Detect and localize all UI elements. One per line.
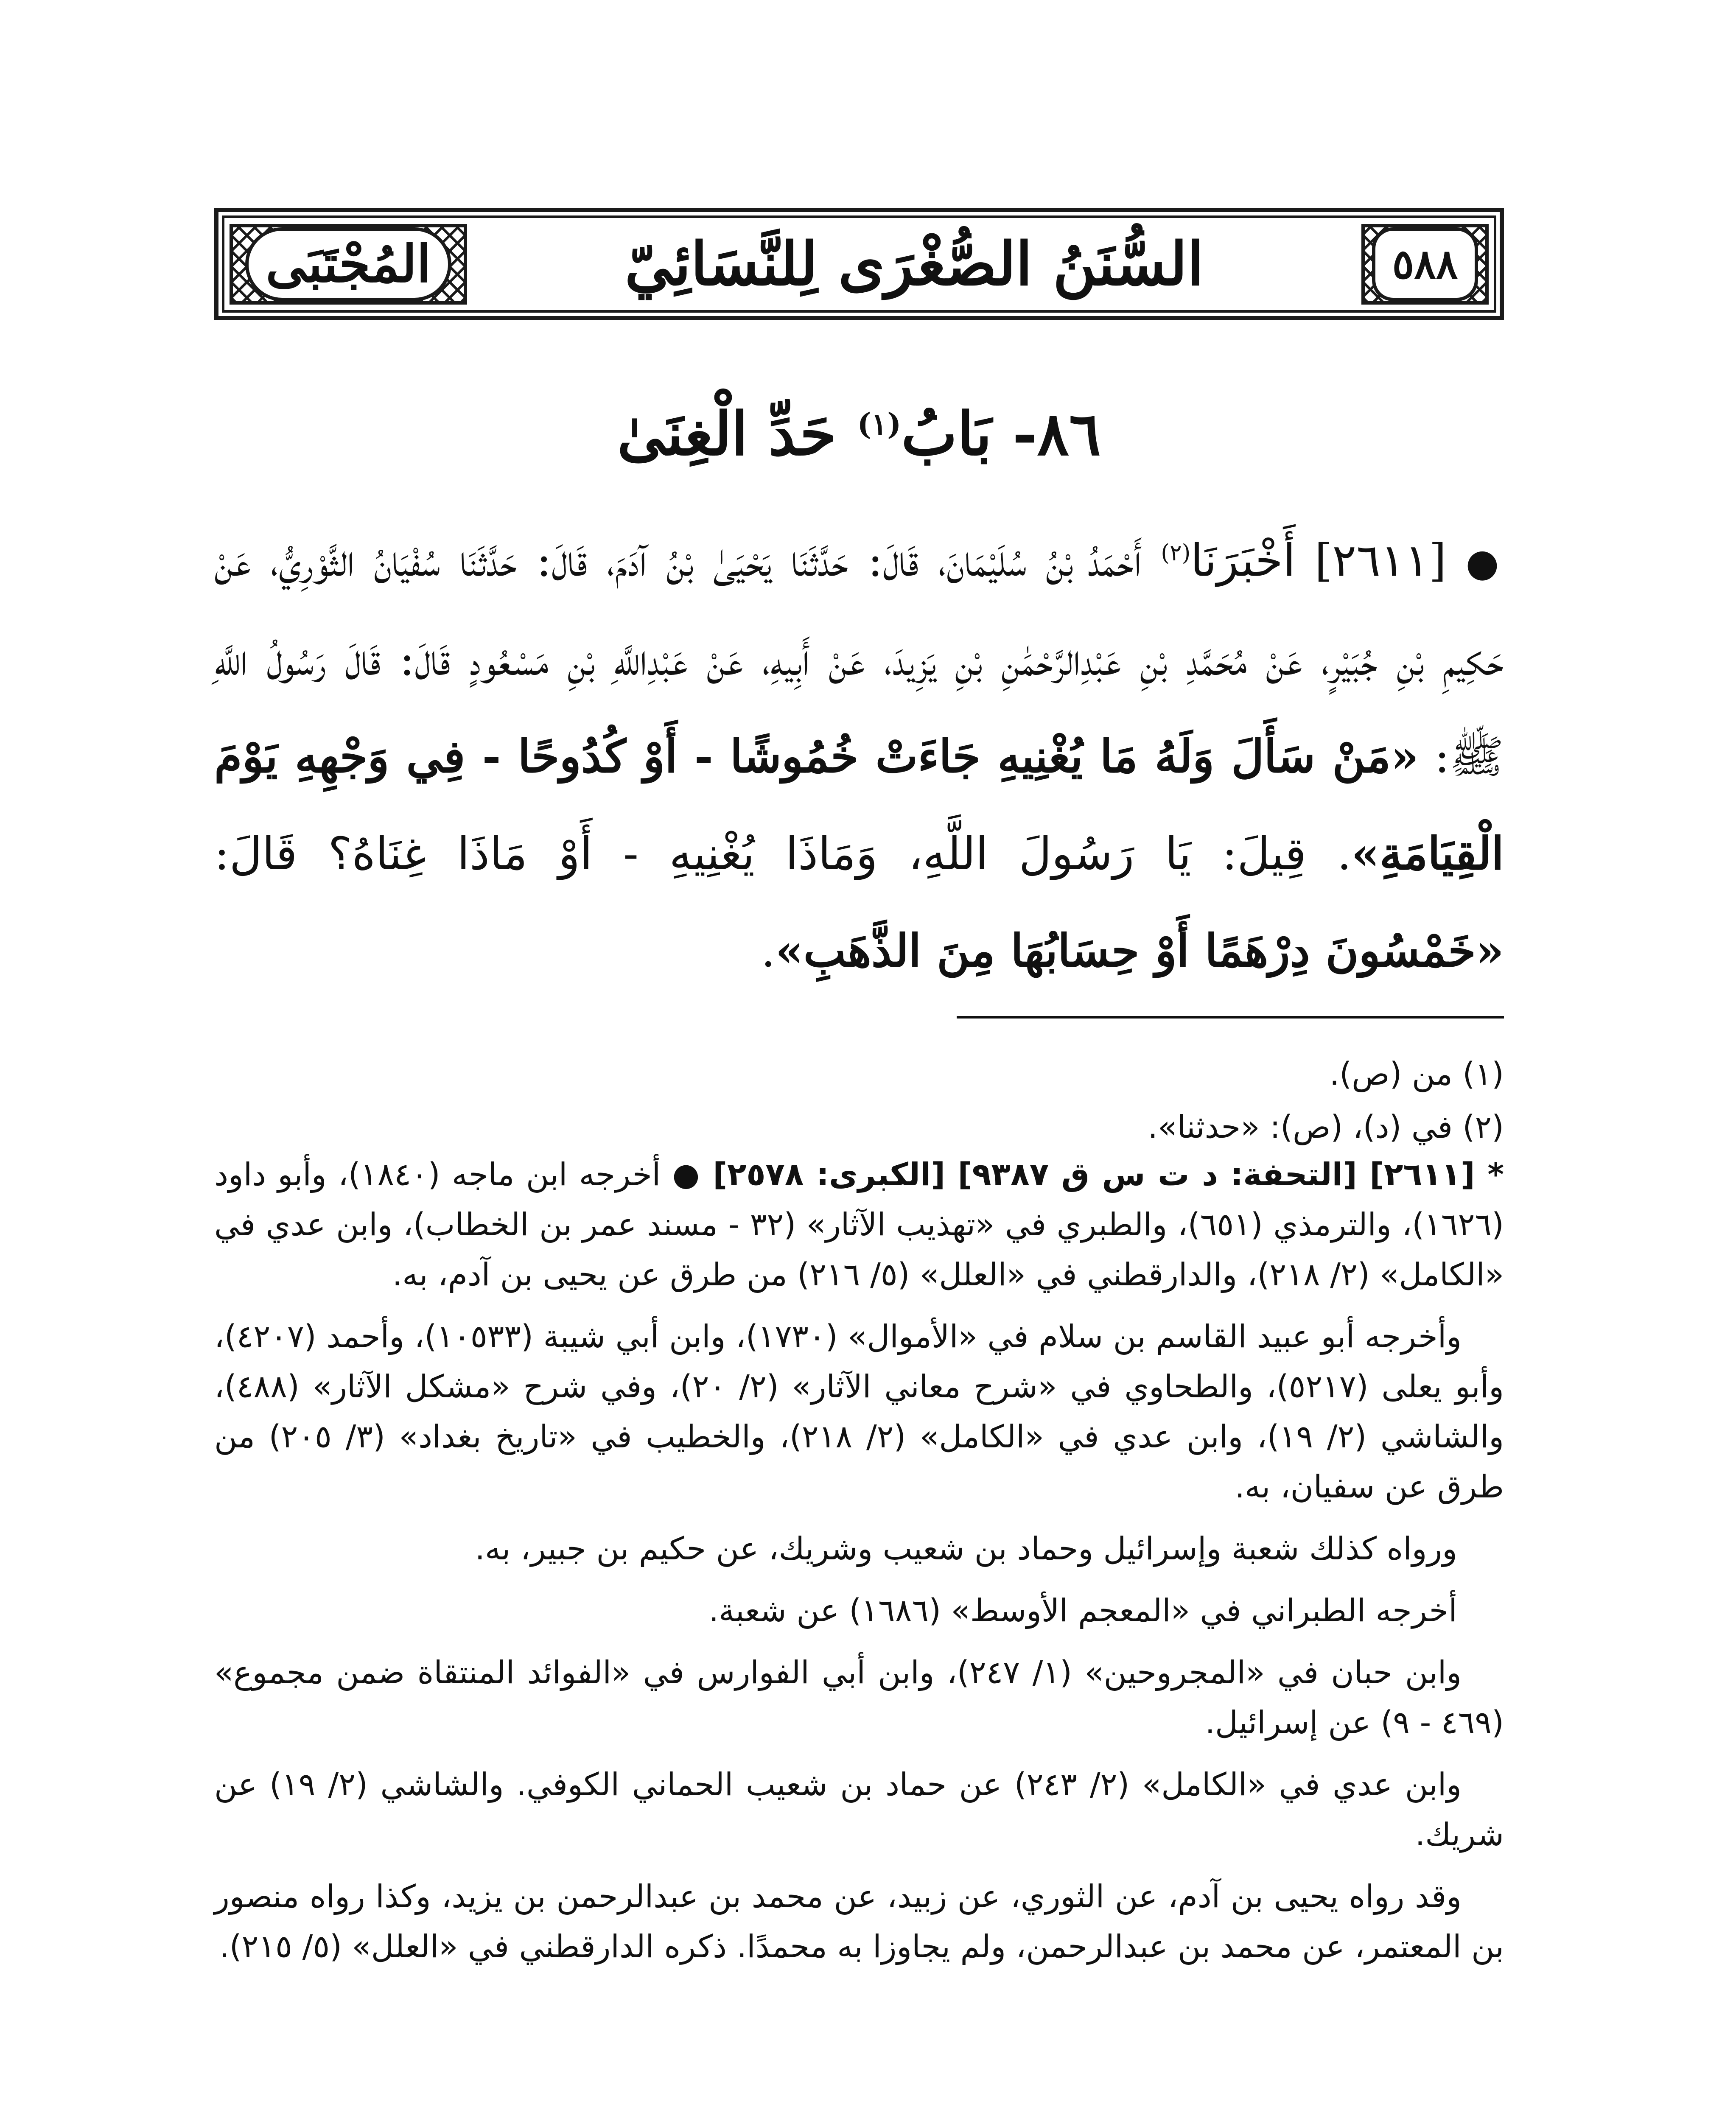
takhrij-paragraph-2: وأخرجه أبو عبيد القاسم بن سلام في «الأموال» (١٧٣٠)، وابن أبي شيبة (١٠٥٣٣)، وأحمد (٤٢٠٧)، وأبو يعلى (٥٢١٧)، والطحاوي في «شرح معاني الآثار» (٢/ ٢٠)، وفي شرح «مشكل الآثار» (٤٨٨)، والشاشي (٢/ ١٩)، وابن عدي في «الكامل» (٢/ ٢١٨)، والخطيب في «تاريخ بغداد» (٣/ ٢٠٥) من طرق عن سفيان، به. [214,1318,1504,1505]
hadith-end: . [761,925,776,977]
chapter-heading [214,382,1504,477]
hadith-number: [٢٦١١] [1314,534,1447,587]
takhrij-paragraph-7: وقد رواه يحيى بن آدم، عن الثوري، عن زبيد، عن محمد بن عبدالرحمن بن يزيد، وكذا رواه منصور بن المعتمر، عن محمد بن عبدالرحمن، ولم يجاوزا به محمدًا. ذكره الدارقطني في «العلل» (٥/ ٢١٥). [214,1878,1504,1965]
hadith-quote-1: «مَنْ سَأَلَ وَلَهُ مَا يُغْنِيهِ جَاءَتْ خُمُوشًا - أَوْ كُدُوحًا - فِي وَجْهِهِ يَوْمَ الْقِيَامَةِ» [214,730,1504,880]
takhrij-paragraph-1 [214,1150,1504,1300]
footnote-2: (٢) في (د)، (ص): «حدثنا». [1148,1109,1504,1145]
takhrij-paragraph-3: ورواه كذلك شعبة وإسرائيل وحماد بن شعيب وشريك، عن حكيم بن جبير، به. [475,1531,1457,1567]
chapter-title: حَدِّ الْغِنَىٰ [617,399,837,469]
takhrij-section [214,1150,1504,1984]
running-header [214,208,1504,320]
footnote-divider [957,1016,1504,1019]
footnote-1: (١) من (ص). [1329,1056,1504,1092]
page-number: ٥٨٨ [1372,227,1478,301]
hadith-quote-2: «خَمْسُونَ دِرْهَمًا أَوْ حِسَابُهَا مِنَ الذَّهَبِ» [775,924,1504,977]
hadith-text [214,505,1504,999]
chapter-footnote-ref: (١) [857,406,902,442]
hadith-akhbarana: أَخْبَرَنَا [1190,534,1296,587]
hadith-footnote-ref: (٢) [1161,540,1191,566]
book-badge: المُجْتَبَى [245,227,451,301]
hadith-isnad: أَحْمَدُ بْنُ سُلَيْمَانَ، قَالَ: حَدَّثَنَا يَحْيَىٰ بْنُ آدَمَ، قَالَ: حَدَّثَنَا سُفْيَانُ الثَّوْرِيُّ، عَنْ حَكِيمِ بْنِ جُبَيْرٍ، عَنْ مُحَمَّدِ بْنِ عَبْدِالرَّحْمَٰنِ بْنِ يَزِيدَ، عَنْ أَبِيهِ، عَنْ عَبْدِاللَّهِ بْنِ مَسْعُودٍ قَالَ: قَالَ رَسُولُ اللَّهِ ﷺ: [214,534,1504,783]
takhrij-paragraph-6: وابن عدي في «الكامل» (٢/ ٢٤٣) عن حماد بن شعيب الحماني الكوفي. والشاشي (٢/ ١٩) عن شريك. [214,1766,1504,1853]
takhrij-text-1: أخرجه ابن ماجه (١٨٤٠)، وأبو داود (١٦٢٦)، والترمذي (٦٥١)، والطبري في «تهذيب الآثار» (٣٢ - مسند عمر بن الخطاب)، وابن عدي في «الكامل» (٢/ ٢١٨)، والدارقطني في «العلل» (٥/ ٢١٦) من طرق عن يحيى بن آدم، به. [214,1156,1504,1293]
footnotes [214,1048,1504,1154]
takhrij-lead: * [٢٦١١] [التحفة: د ت س ق ٩٣٨٧] [الكبرى: ٢٥٧٨] [713,1156,1504,1193]
takhrij-paragraph-4: أخرجه الطبراني في «المعجم الأوسط» (١٦٨٦) عن شعبة. [708,1592,1457,1629]
header-ornament-left [230,224,467,305]
takhrij-paragraph-5: وابن حبان في «المجروحين» (١/ ٢٤٧)، وابن أبي الفوارس في «الفوائد المنتقاة ضمن مجموع» (٤٦٩ - ٩) عن إسرائيل. [214,1654,1504,1741]
chapter-number: ٨٦- [1012,399,1101,469]
takhrij-bullet: ● [672,1156,701,1193]
hadith-middle: . قِيلَ: يَا رَسُولَ اللَّهِ، وَمَاذَا يُغْنِيهِ - أَوْ مَاذَا غِنَاهُ؟ قَالَ: [214,828,1352,880]
header-ornament-right [1361,224,1489,305]
hadith-bullet: ● [1465,540,1504,585]
book-title: السُّنَنُ الصُّغْرَى لِلنَّسَائِيّ [624,229,1204,299]
chapter-label: بَابُ [901,399,992,469]
